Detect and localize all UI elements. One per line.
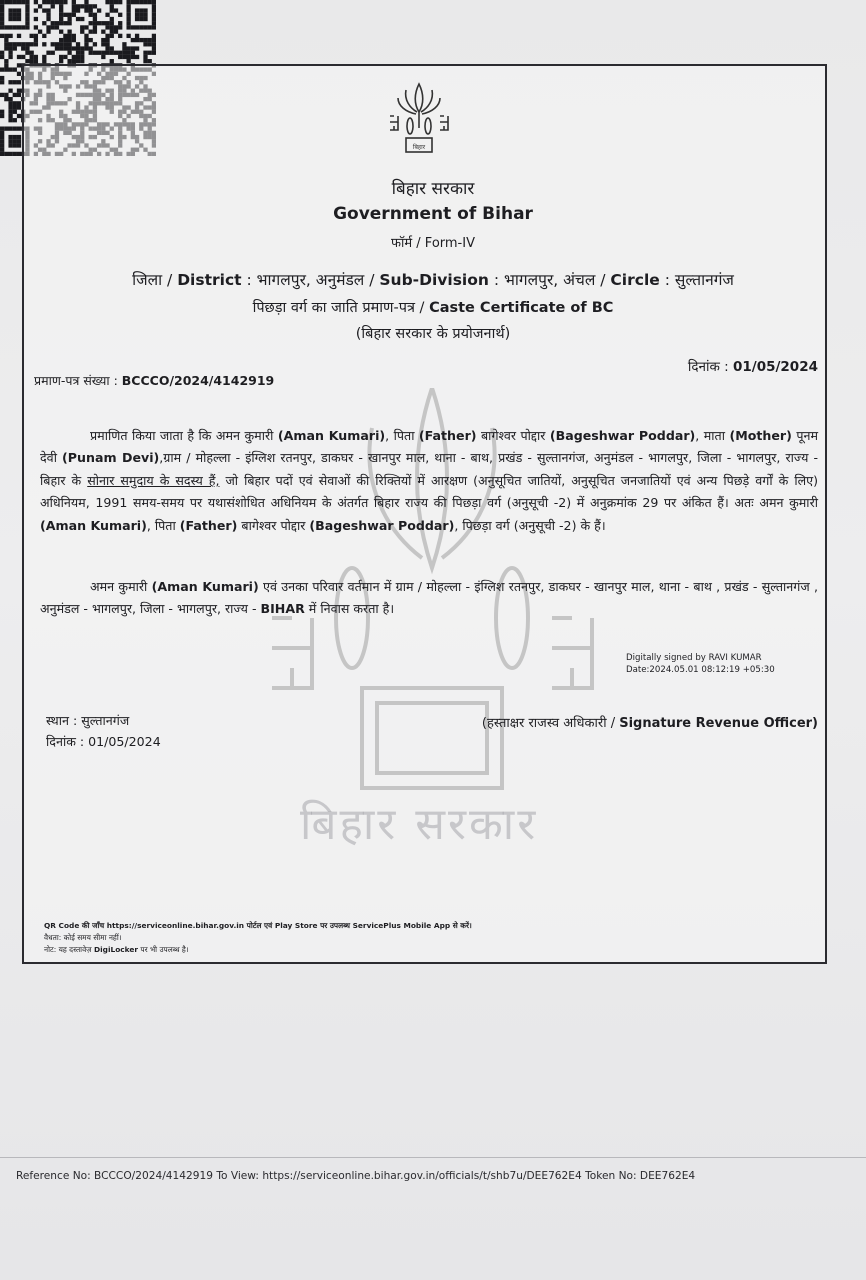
bihar-emblem-logo: [386, 82, 452, 156]
community-underlined: सोनार समुदाय के सदस्य हैं,: [87, 472, 220, 488]
certificate-title: पिछड़ा वर्ग का जाति प्रमाण-पत्र / Caste Certificate of BC: [252, 300, 614, 316]
reference-footer: Reference No: BCCCO/2024/4142919 To View: https://serviceonline.bihar.gov.in/officials/t/shb7u/DEE762E4 Token No: DEE762E4: [16, 1170, 696, 1182]
certificate-number: प्रमाण-पत्र संख्या : BCCCO/2024/4142919: [34, 373, 275, 388]
svg-text:बिहार: बिहार: [412, 144, 426, 151]
certificate-purpose: (बिहार सरकार के प्रयोजनार्थ): [355, 326, 511, 342]
header-gov-title: Government of Bihar: [333, 204, 533, 224]
signature-revenue-officer: (हस्ताक्षर राजस्व अधिकारी / Signature Revenue Officer): [481, 716, 818, 731]
digital-signature: Digitally signed by RAVI KUMAR Date:2024.05.01 08:12:19 +05:30: [626, 653, 775, 675]
verification-notes: QR Code की जाँच https://serviceonline.bihar.gov.in पोर्टल एवं Play Store पर उपलब्ध ServicePlus Mobile App से करें। वैधता: कोई समय सीमा नहीं। नोट: यह दस्तावेज़ DigiLocker पर भी उपलब्ध है।: [44, 921, 472, 954]
form-number: फॉर्म / Form-IV: [391, 236, 475, 251]
watermark-text: बिहार सरकार: [300, 799, 539, 850]
certificate-body-paragraph: प्रमाणित किया जाता है कि अमन कुमारी (Aman Kumari), पिता (Father) बागेश्वर पोद्दार (Bageshwar Poddar), माता (Mother) पूनम देवी (Punam Devi),ग्राम / मोहल्ला - इंग्लिश रतनपुर, डाकघर - खानपुर माल, थाना - बाथ, प्रखंड - सुल्तानगंज, अनुमंडल - भागलपुर, जिला - भागलपुर, राज्य - बिहार के सोनार समुदाय के सदस्य हैं, जो बिहार पदों एवं सेवाओं की रिक्तियों में आरक्षण (अनुसूचित जातियों, अनुसूचित जनजातियों एवं अन्य पिछड़े वर्गों के लिए) अधिनियम, 1991 समय-समय पर यथासंशोधित अधिनियम के अंतर्गत बिहार राज्य की पिछड़ा वर्ग (अनुसूची -2) में अनुक्रमांक 29 पर अंकित हैं। अतः अमन कुमारी (Aman Kumari), पिता (Father) बागेश्वर पोद्दार (Bageshwar Poddar), पिछड़ा वर्ग (अनुसूची -2) के हैं।: [40, 428, 818, 533]
header-hindi-title: बिहार सरकार: [391, 179, 475, 199]
residence-paragraph: अमन कुमारी (Aman Kumari) एवं उनका परिवार वर्तमान में ग्राम / मोहल्ला - इंग्लिश रतनपुर, डाकघर - खानपुर माल, थाना - बाथ , प्रखंड - सुल्तानगंज , अनुमंडल - भागलपुर, जिला - भागलपुर, राज्य - BIHAR में निवास करता है।: [40, 579, 818, 617]
issue-date: दिनांक : 01/05/2024: [687, 359, 818, 375]
district-line: जिला / District : भागलपुर, अनुमंडल / Sub-Division : भागलपुर, अंचल / Circle : सुल्तानगंज: [132, 271, 734, 289]
footer-divider: [0, 1157, 866, 1158]
place-and-date: स्थान : सुल्तानगंज दिनांक : 01/05/2024: [46, 713, 161, 749]
